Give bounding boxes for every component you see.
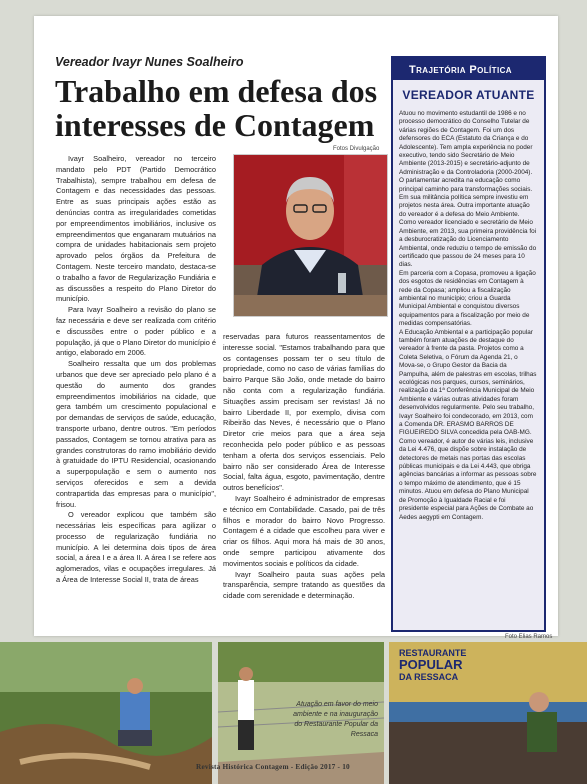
paragraph: Para Ivayr Soalheiro a revisão do plano se faz necessária e deve ser realizada com critério e discussões entre o poder público e a população, já que o Plano Diretor do município é antigo, elaborado em 2006. <box>56 305 216 358</box>
article-column-2 <box>223 332 385 602</box>
article-headline: Trabalho em defesa dos interesses de Contagem <box>55 73 378 143</box>
sidebar-paragraph: A Educação Ambiental e a participação popular também foram atuações de destaque do vereador à frente da pasta. Projetos como a Coleta Seletiva, o Fórum da Agenda 21, o Mova-se, o Grupo Gestor da Bacia da Pampulha, além de palestras em escolas, trilhas ecológicas nos parques, cursos, seminários, realização da 1ª Conferência Municipal de Meio Ambiente e várias outras atividades foram desenvolvidos regularmente. Pelo seu trabalho, Ivayr Soalheiro foi condecorado, em 2013, com a Comenda DR. ERASMO BARROS DE FIGUEIREDO SILVA concedida pela OAB-MG. <box>399 328 537 437</box>
portrait-illustration <box>234 155 387 316</box>
paragraph: O vereador explicou que também são necessárias leis específicas para agilizar o processo de regularização fundiária no município. A lei determina dois tipos de área social, a área I e a área II. A área I se refere aos aglomerados, vilas e ocupações irregulares. Já a Área de Interesse Social II, trata de áreas <box>56 510 216 585</box>
sidebar-paragraph: Em parceria com a Copasa, promoveu a ligação dos esgotos de residências em Contagem à rede da Copasa; ampliou a fiscalização ambiental no município; criou a Guarda Municipal Ambiental e conquistou diversos equipamentos para a fiscalização por meio de medidas compensatórias. <box>399 269 536 328</box>
sign-line: RESTAURANTE <box>399 648 467 658</box>
page-footer: Revista Histórica Contagem - Edição 2017 - 10 <box>196 762 350 771</box>
photo-credit: Foto Elias Ramos <box>505 634 553 640</box>
sidebar-paragraph: Atuou no movimento estudantil de 1986 e no processo democrático do Conselho Tutelar de várias regiões de Contagem. Foi um dos defensores do ECA (Estatuto da Criança e do Adolescente). Tem ampla experiência no poder executivo, tendo sido Secretário de Meio Ambiente (2013-2015) e secretário-adjunto de Administração e da Controladoria (2000-2004). <box>399 110 533 176</box>
sign-line: DA RESSACA <box>399 672 459 682</box>
paragraph: Ivayr Soalheiro é administrador de empresas e técnico em Contabilidade. Casado, pai de três filhos e morador do bairro Novo Progresso. Contagem é a cidade que escolheu para viver e criar os filhos. Aqui mora há mais de 30 anos, onde sempre participou ativamente dos movimentos sociais e políticos da cidade. <box>223 493 385 568</box>
sidebar-paragraph: Como vereador, é autor de várias leis, inclusive da Lei 4.476, que dispõe sobre instalação de detectores de metais nas portas das escolas públicas municipais e da Lei 4.443, que obriga agências bancárias a informar as pessoas sobre o tempo máximo de atendimento, que é 15 minutos. Atuou em defesa do Plano Municipal de Promoção à Igualdade Racial e foi presidente especial para Ações de Combate ao Aedes aegypti em Contagem. <box>399 437 537 521</box>
article-kicker: Vereador Ivayr Nunes Soalheiro <box>55 55 244 69</box>
paragraph: reservadas para futuros reassentamentos de interesse social. "Estamos trabalhando para que os contagenses possam ter o seu título de propriedade, como no caso de várias famílias do bairro Parque São João, onde metade do bairro não conta com a regularização fundiária. Situações assim precisam ser revistas! Já no bairro Liberdade II, por exemplo, divisa com Ribeirão das Neves, é necessário que o Plano Diretor crie meios para que a área seja reconhecida pelo poder público e as pessoas tenham a oferta dos serviços essenciais. Pelo bairro não ser considerado Área de Interesse Social, falta água, esgoto, pavimentação, dentre outros benefícios". <box>223 332 385 493</box>
environment-photo <box>0 642 212 784</box>
article-column-1 <box>56 154 216 586</box>
paragraph: Ivayr Soalheiro pauta suas ações pela transparência, sempre tratando as questões da cidade com serenidade e determinação. <box>223 569 385 601</box>
paragraph: Soalheiro ressalta que um dos problemas urbanos que deve ser apreciado pelo plano é a questão do aumento dos grandes empreendimentos imobiliários na cidade, que gera também um crescimento populacional e por demandas de serviços de saúde, educação, transporte urbano, dentre outros. "Em períodos passados, Contagem se tornou atrativa para as grandes construtoras do ramo imobiliário devido à gratuidade do IPTU Residencial, ocasionando a superpopulação e sem o aumento nos serviços oferecidos e sem a devida contrapartida das empresas para o município", frisou. <box>56 359 216 509</box>
photo-caption: Atuação em favor do meio ambiente e na inauguração do Restaurante Popular da Ressaca <box>293 701 378 738</box>
restaurant-sign <box>399 648 466 682</box>
sidebar-subtitle: VEREADOR ATUANTE <box>402 88 535 102</box>
sidebar-paragraph: O parlamentar acredita na educação como principal caminho para transformações sociais. Em sua militância política sempre investiu em projetos nesta área. Outra importante atuação do vereador é a defesa do Meio Ambiente. Como vereador licenciado e secretário de Meio Ambiente, em 2013, sua primeira providência foi a desburocratização do Licenciamento Ambiental, onde reduziu o tempo de emissão do certificado que passou de 24 meses para 10 dias. <box>399 177 537 269</box>
sidebar-box <box>391 56 546 632</box>
stream-illustration <box>0 642 212 784</box>
sidebar-title: Trajetória Política <box>393 58 544 80</box>
photo-credit: Fotos Divulgação <box>333 146 380 152</box>
sidebar-body <box>393 102 544 522</box>
portrait-photo <box>233 154 388 317</box>
sign-line: POPULAR <box>399 657 463 672</box>
paragraph: Ivayr Soalheiro, vereador no terceiro mandato pelo PDT (Partido Democrático Trabalhista), sempre trabalhou em defesa de Contagem e das necessidades das pessoas. Entre as suas principais ações estão as denúncias contra as irregularidades cometidas por empreendimentos imobiliários, inclusive os empreendimentos que enganaram mutuários na compra de unidades habitacionais sem projeto aprovado pelos órgãos da Prefeitura de Contagem. Neste terceiro mandato, destaca-se o trabalho a favor de Regularização Fundiária e as discussões a respeito do Plano Diretor do município. <box>56 154 216 304</box>
